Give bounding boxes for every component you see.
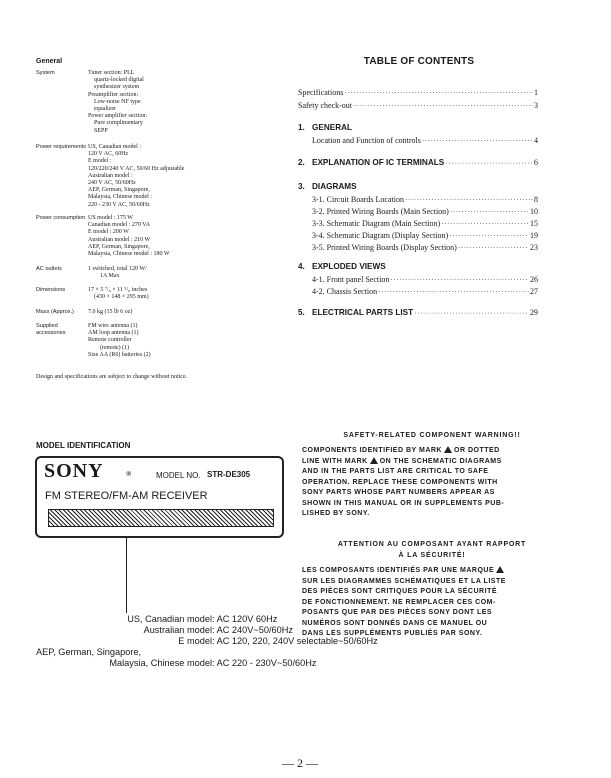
toc-entry-text: Location and Function of controls xyxy=(312,136,421,145)
toc-entry[interactable] xyxy=(312,136,538,145)
spec-line: quartz-locked digital xyxy=(94,77,144,84)
safety-warning-title-fr-2: À LA SÉCURITÉ! xyxy=(398,552,466,559)
spec-line: 1 switched, total 120 W/ xyxy=(88,266,147,272)
voltage-model-label: Australian model xyxy=(143,625,212,635)
spec-value xyxy=(88,215,286,258)
spec-row-supplied-accessories xyxy=(36,323,286,359)
toc-entry[interactable] xyxy=(312,207,538,216)
spec-line: E model : xyxy=(88,158,112,165)
toc-entry[interactable] xyxy=(312,287,538,296)
toc-entry[interactable] xyxy=(312,231,538,240)
toc-section-ic-terminals[interactable] xyxy=(298,158,538,167)
toc-entry-text: 3-4. Schematic Diagram (Display Section) xyxy=(312,231,449,240)
registered-mark: ® xyxy=(126,470,132,478)
toc-entry-page: 29 xyxy=(529,308,538,317)
toc-entry-page: 23 xyxy=(530,243,538,252)
toc-leader xyxy=(449,232,529,240)
toc-leader xyxy=(445,160,533,167)
spec-value xyxy=(88,287,286,301)
spec-row-power-consumption xyxy=(36,215,286,258)
spec-line: synthesizer system xyxy=(94,84,140,91)
voltage-value: : AC 220 - 230V~50/60Hz xyxy=(212,658,317,668)
voltage-row xyxy=(36,625,293,635)
spec-line: 1A Max xyxy=(100,273,120,280)
voltage-value: : AC 240V~50/60Hz xyxy=(212,625,293,635)
voltage-row xyxy=(36,658,316,668)
toc-title: TABLE OF CONTENTS xyxy=(363,56,475,67)
spec-row-system xyxy=(36,70,286,135)
toc-leader xyxy=(344,89,533,97)
toc-section-title: EXPLODED VIEWS xyxy=(312,262,386,271)
spec-line: AEP, German, Singapore, xyxy=(88,187,150,194)
toc-leader xyxy=(414,310,529,317)
spec-line: Australian model : xyxy=(88,172,133,179)
toc-entry[interactable] xyxy=(312,195,538,204)
page-number: — 2 — xyxy=(282,756,318,770)
toc-section-number: 2. xyxy=(298,158,305,167)
toc-entry[interactable] xyxy=(298,101,538,110)
spec-line: 120/220/240 V AC, 50/60 Hz adjustable xyxy=(88,165,185,172)
model-no-label: MODEL NO. xyxy=(156,471,201,480)
toc-leader xyxy=(405,196,533,204)
toc-section-title: GENERAL xyxy=(312,123,353,132)
toc-section-number: 4. xyxy=(298,262,305,271)
toc-entry-page: 6 xyxy=(533,158,538,167)
toc-entry-text: Specifications xyxy=(298,88,344,97)
spec-label: Power requirements xyxy=(36,144,87,150)
toc-section-title: DIAGRAMS xyxy=(312,182,357,191)
specs-heading: General xyxy=(36,58,63,65)
toc-section-diagrams[interactable] xyxy=(298,182,538,191)
spec-line: Low-noise NF type xyxy=(94,98,141,105)
spec-line: Pure complimentary xyxy=(94,120,143,127)
spec-line: equalizer xyxy=(94,106,116,113)
spec-value xyxy=(88,70,286,135)
toc-entry-page: 1 xyxy=(534,88,538,97)
spec-label: AC outlets xyxy=(36,266,62,272)
toc-entry[interactable] xyxy=(298,88,538,97)
spec-row-ac-outlets xyxy=(36,266,286,280)
toc-entry-page: 3 xyxy=(534,101,538,110)
toc-section-number: 5. xyxy=(298,308,305,317)
spec-label: Supplied accessories xyxy=(36,323,66,337)
toc-leader xyxy=(441,220,529,228)
spec-note: Design and specifications are subject to change without notice. xyxy=(36,374,188,380)
toc-entry-text: 4-1. Front panel Section xyxy=(312,275,390,284)
voltage-model-label: Malaysia, Chinese model xyxy=(109,658,212,668)
toc-entry[interactable] xyxy=(312,219,538,228)
sony-logo: SONY xyxy=(44,460,104,482)
voltage-model-label: US, Canadian model xyxy=(127,614,212,624)
toc-entry-page: 15 xyxy=(530,219,538,228)
model-no-value: STR-DE305 xyxy=(207,470,251,479)
toc-entry-text: 3-2. Printed Wiring Boards (Main Section) xyxy=(312,207,449,216)
toc-leader xyxy=(378,288,529,296)
warning-triangle-icon xyxy=(370,457,378,464)
safety-warning-text-fr: LES COMPOSANTS IDENTIFIÉS PAR UNE MARQUE SUR LES DIAGRAMMES SCHÉMATIQUES ET LA LISTE DES PIÈCES SONT CRITIQUES POUR LA SÉCURITÉ DE FONCTIONNEMENT. NE REMPLACER CES COM- POSANTS QUE PAR DES PIÈCES SONY DONT LES NUMÉROS SONT DONNÉS DANS CE MANUEL OU DANS LES SUPPLÉMENTS PUBLIÉS PAR SONY. xyxy=(302,567,506,637)
toc-section-exploded-views[interactable] xyxy=(298,262,538,271)
toc-entry-text: 3-5. Printed Wiring Boards (Display Section) xyxy=(312,243,457,252)
spec-line: 220 - 230 V AC, 50/60Hz xyxy=(88,201,150,208)
spec-row-dimensions xyxy=(36,287,286,301)
toc-entry-page: 4 xyxy=(534,136,538,145)
toc-entry-page: 8 xyxy=(534,195,538,204)
toc-entry-text: 3-1. Circuit Boards Location xyxy=(312,195,404,204)
spec-line: Size AA (R6) batteries (2) xyxy=(88,351,151,358)
toc-entry-text: 4-2. Chassis Section xyxy=(312,287,378,296)
spec-label: Power consumption xyxy=(36,215,86,221)
toc-leader xyxy=(458,244,529,252)
toc-leader xyxy=(422,137,533,145)
spec-row-power-requirements xyxy=(36,144,286,209)
serial-label-area xyxy=(48,509,274,527)
spec-line: Remote controller xyxy=(88,337,132,344)
spec-line: 120 V AC, 60Hz xyxy=(88,151,129,158)
spec-line: Tuner section: PLL xyxy=(88,70,135,76)
spec-line: US model : 175 W xyxy=(88,215,133,221)
toc-section-number: 1. xyxy=(298,123,305,132)
spec-line: E model : 200 W xyxy=(88,229,129,236)
safety-warning-title-fr: ATTENTION AU COMPOSANT AYANT RAPPORT xyxy=(337,541,527,548)
toc-entry-page: 10 xyxy=(530,207,538,216)
spec-line: Malaysia, Chinese model : xyxy=(88,194,152,201)
spec-line: Australian model : 210 W xyxy=(88,236,151,243)
spec-label: Mass (Approx.) xyxy=(36,309,74,315)
toc-section-number: 3. xyxy=(298,182,305,191)
toc-entry[interactable] xyxy=(312,243,538,252)
toc-section-title: ELECTRICAL PARTS LIST xyxy=(312,308,414,317)
spec-line: Preamplifier section: xyxy=(88,91,139,98)
spec-line: US, Canadian model : xyxy=(88,144,141,150)
toc-entry-page: 26 xyxy=(530,275,538,284)
product-name: FM STEREO/FM-AM RECEIVER xyxy=(45,490,208,502)
toc-entry-text: 3-3. Schematic Diagram (Main Section) xyxy=(312,219,441,228)
voltage-model-label: E model xyxy=(178,636,212,646)
spec-line: FM wire antenna (1) xyxy=(88,323,138,329)
spec-line: (remote) (1) xyxy=(100,344,130,351)
spec-line: AM loop antenna (1) xyxy=(88,330,139,337)
spec-line: SEPP xyxy=(94,127,108,134)
spec-line: Canadian model : 270 VA xyxy=(88,222,151,229)
safety-warning-text: COMPONENTS IDENTIFIED BY MARK OR DOTTED LINE WITH MARK ON THE SCHEMATIC DIAGRAMS AND IN THE PARTS LIST ARE CRITICAL TO SAFE OPERATION. REPLACE THESE COMPONENTS WITH SONY PARTS WHOSE PART NUMBERS APPEAR AS SHOWN IN THIS MANUAL OR IN SUPPLEMENTS PUB- LISHED BY SONY. xyxy=(302,447,505,517)
voltage-row xyxy=(36,614,277,624)
toc-leader xyxy=(390,276,529,284)
toc-entry-page: 27 xyxy=(530,287,538,296)
label-pointer-line xyxy=(126,538,127,613)
voltage-row xyxy=(36,647,141,657)
spec-line: 240 V AC, 50/60Hz xyxy=(88,180,136,187)
spec-value xyxy=(88,323,286,359)
toc-section-general[interactable] xyxy=(298,123,538,132)
spec-value xyxy=(88,144,286,209)
toc-section-title: EXPLANATION OF IC TERMINALS xyxy=(312,158,445,167)
voltage-model-label: AEP, German, Singapore, xyxy=(36,647,142,657)
warning-triangle-icon xyxy=(444,446,452,453)
toc-section-parts-list[interactable] xyxy=(298,308,538,317)
spec-line: AEP, German, Singapore, xyxy=(88,243,150,250)
toc-leader xyxy=(353,102,533,110)
voltage-value: : AC 120V 60Hz xyxy=(212,614,278,624)
spec-value xyxy=(88,266,286,280)
toc-entry[interactable] xyxy=(312,275,538,284)
safety-warning-title: SAFETY-RELATED COMPONENT WARNING!! xyxy=(343,432,521,439)
spec-line: Power amplifier section: xyxy=(88,113,147,120)
toc-entry-text: Safety check-out xyxy=(298,101,352,110)
spec-label: Dimensions xyxy=(36,287,66,293)
voltage-value: : AC 120, 220, 240V selectable~50/60Hz xyxy=(212,636,378,646)
toc-entry-page: 19 xyxy=(530,231,538,240)
spec-line: Malaysia, Chinese model : 180 W xyxy=(88,251,170,258)
spec-line: 17 × 5 ⁷/₈ × 11 ⁵/₈ inches xyxy=(88,287,148,293)
toc-leader xyxy=(450,208,529,216)
model-identification-title: MODEL IDENTIFICATION xyxy=(36,441,131,450)
spec-row-mass xyxy=(36,309,286,316)
spec-line: (430 × 148 × 295 mm) xyxy=(94,294,149,301)
spec-label: System xyxy=(36,70,55,76)
spec-line: 7.0 kg (15 lb 6 oz) xyxy=(88,309,133,315)
spec-value xyxy=(88,309,286,316)
warning-triangle-icon xyxy=(496,566,504,573)
